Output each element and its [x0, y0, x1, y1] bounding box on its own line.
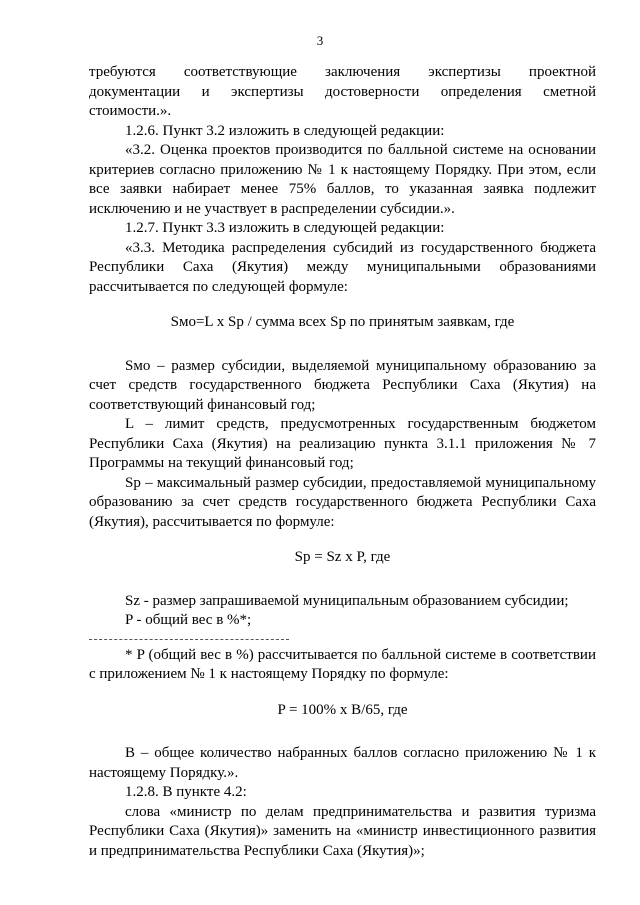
paragraph: стоимости.». [89, 103, 172, 119]
spacer [89, 568, 596, 592]
page-number: 3 [316, 33, 324, 48]
paragraph: Sp – максимальный размер субсидии, предоставляемой муниципальному образованию за счет средств государственного бюджета Республики Саха (Якутия), рассчитывается по формуле: [89, 474, 596, 530]
paragraph: Sмо – размер субсидии, выделяемой муниципальному образованию за счет средств государственного бюджета Республики Саха (Якутия) на соответствующий финансовый год; [89, 357, 596, 413]
paragraph: P - общий вес в %*; [125, 612, 252, 628]
paragraph: требуются соответствующие заключения экспертизы проектной [89, 64, 596, 80]
paragraph: документации и экспертизы достоверности определения сметной [89, 83, 596, 100]
paragraph: «3.3. Методика распределения субсидий из государственного бюджета Республики Саха (Якутия) между муниципальными образованиями рассчитывается по следующей формуле: [89, 239, 596, 295]
paragraph: Sz - размер запрашиваемой муниципальным образованием субсидии; [125, 592, 569, 609]
spacer [89, 333, 596, 357]
footnote: * P (общий вес в %) рассчитывается по балльной системе в соответствии с приложением № 1 к настоящему Порядку по формуле: [89, 646, 596, 682]
paragraph: слова «министр по делам предпринимательства и развития туризма Республики Саха (Якутия)» заменить на «министр инвестиционного развития и предпринимательства Республики Саха (Якутия)»; [89, 803, 596, 859]
paragraph: L – лимит средств, предусмотренных государственным бюджетом Республики Саха (Якутия) на реализацию пункта 3.1.1 приложения № 7 Программы на текущий финансовый год; [89, 416, 596, 471]
paragraph: 1.2.8. В пункте 4.2: [125, 784, 247, 800]
spacer [89, 297, 596, 313]
paragraph: B – общее количество набранных баллов согласно приложению № 1 к настоящему Порядку.». [89, 745, 596, 781]
formula: P = 100% x B/65, где [277, 701, 408, 718]
spacer [89, 685, 596, 701]
spacer [89, 532, 596, 548]
paragraph: 1.2.6. Пункт 3.2 изложить в следующей редакции: [125, 122, 445, 139]
paragraph: «3.2. Оценка проектов производится по балльной системе на основании критериев согласно приложению № 1 к настоящему Порядку. При этом, если все заявки набирает менее 75% баллов, то указанная заявка подлежит исключению и не участвует в распределении субсидии.». [89, 142, 596, 217]
footnote-separator [89, 639, 289, 640]
spacer [89, 720, 596, 744]
formula: Sмо=L x Sp / сумма всех Sp по принятым заявкам, где [170, 314, 515, 330]
document-body [89, 63, 596, 861]
paragraph: 1.2.7. Пункт 3.3 изложить в следующей редакции: [125, 220, 445, 236]
formula: Sp = Sz x P, где [294, 549, 391, 565]
